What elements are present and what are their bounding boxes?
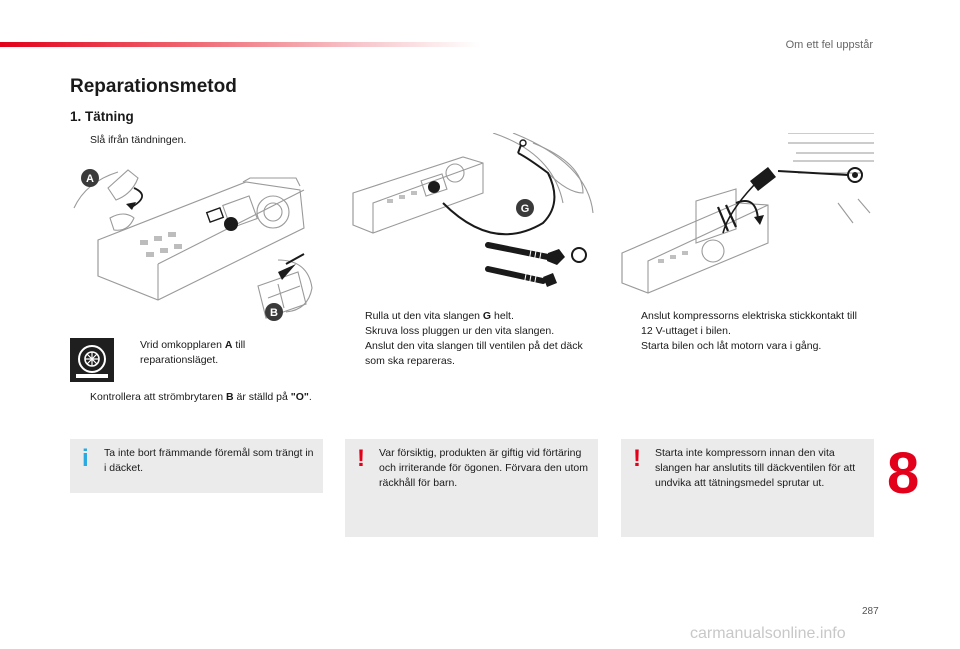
step-check-breaker: Kontrollera att strömbrytaren B är ställd på "O". (90, 391, 312, 403)
repair-mode-icon (70, 338, 114, 382)
chapter-number: 8 (887, 441, 920, 506)
callout-label-a: A (86, 173, 94, 185)
step-plug-12v: Anslut kompressorns elektriska stickkontakt till 12 V-uttaget i bilen. (641, 310, 857, 337)
step-unroll-hose: Rulla ut den vita slangen G helt. (365, 310, 514, 322)
callout-label-b: B (270, 307, 278, 319)
step-ignition-off: Slå ifrån tändningen. (90, 134, 187, 146)
step-start-engine: Starta bilen och låt motorn vara i gång. (641, 340, 822, 352)
hose-illustration (343, 133, 598, 303)
info-icon: i (82, 445, 89, 472)
page-title: Reparationsmetod (70, 76, 237, 97)
power-socket-illustration (618, 133, 874, 303)
step-remove-plug: Skruva loss pluggen ur den vita slangen. (365, 325, 555, 337)
section-subtitle: 1. Tätning (70, 109, 134, 124)
page-number: 287 (862, 606, 879, 617)
step-connect-valve: Anslut den vita slangen till ventilen på det däck som ska repareras. (365, 340, 583, 367)
info-note: i Ta inte bort främmande föremål som trängt in i däcket. (70, 439, 323, 493)
callout-label-g: G (520, 203, 530, 215)
watermark: carmanualsonline.info (690, 625, 846, 642)
section-label: Om ett fel uppstår (785, 39, 873, 51)
warning-note-compressor: ! Starta inte kompressorn innan den vita slangen har anslutits till däckventilen för att undvika att tätningsmedel sprutar ut. (621, 439, 874, 537)
compressor-illustration (68, 160, 326, 330)
warning-icon: ! (633, 445, 641, 472)
header-accent-bar (0, 42, 480, 47)
step-turn-switch: Vrid omkopplaren A till reparationsläget. (140, 339, 246, 366)
warning-note-toxic: ! Var försiktig, produkten är giftig vid förtäring och irriterande för ögonen. Förvara den utom räckhåll för barn. (345, 439, 598, 537)
warning-icon: ! (357, 445, 365, 472)
